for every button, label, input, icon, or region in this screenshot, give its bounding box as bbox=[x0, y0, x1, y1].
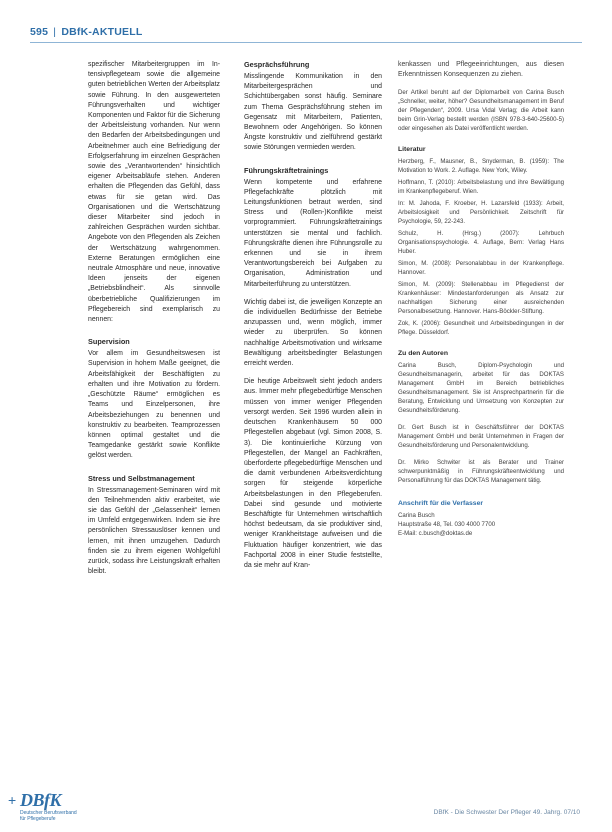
subheading-gespraechsfuehrung: Gesprächsführung bbox=[244, 60, 310, 69]
body-paragraph: Wenn kompetente und erfahrene Pflegefachkräfte plötzlich mit Leitungsfunktionen betraut werden, sind Stress und (Rollen-)Konflikte meist vorprogrammiert. Führungskräftetrainings unterstützen sie mental und fachlich. Führungskräfte dienen ihre Führungsrolle zu erkennen und sie in ihrem Verantwortungsbereich bei Aufgaben zu Organisation, Administration und Mitarbeiterführung zu unterstützen. bbox=[244, 178, 382, 288]
article-note: Der Artikel beruht auf der Diplomarbeit von Carina Busch „Schneller, weiter, höher? Gesundheitsmanagement im Beruf der Pflegenden“, 2009. Ursa Vidal Verlag; die Arbeit kann beim Grin-Verlag bestellt werden (ISBN 978-3-640-25600-5) oder eingesehen als Datei veröffentlicht werden. bbox=[398, 89, 564, 133]
body-paragraph: Vor allem im Gesundheitswesen ist Supervision in hohem Maße geeignet, die Arbeitsfähigkeit der Beschäftigten zu erhalten und ihre Motivation zu fördern. „Geschützte Räume“ ermöglichen es Teams und Einzelpersonen, ihre Arbeitsbeziehungen zu benennen und konstruktiv zu bearbeiten. Teamprozessen können optimal gestaltet und die Teamgedanke gestärkt sowie Konflikte gelöst werden. bbox=[88, 350, 220, 460]
logo-subtitle bbox=[20, 811, 77, 822]
dbfk-logo bbox=[6, 790, 78, 822]
subheading-supervision: Supervision bbox=[88, 337, 130, 347]
author-bio: Dr. Gert Busch ist in Geschäftsführer der DOKTAS Management GmbH und berät Unternehmen in Fragen der Gesundheitsförderung und Personalentwicklung. bbox=[398, 424, 564, 450]
body-paragraph: Wichtig dabei ist, die jeweiligen Konzepte an die individuellen Bedürfnisse der Betriebe anzupassen und, wenn möglich, immer wieder zu überprüfen. So können nachhaltige Arbeitsmotivation und wirksame Bewältigung arbeitsbedingter Belastungen erreicht werden. bbox=[244, 298, 382, 368]
column-2 bbox=[244, 60, 382, 579]
body-paragraph: In Stressmanagement-Seminaren wird mit den Teilnehmenden aktiv erarbeitet, wie sie das Gefühl der „Gelassenheit“ lernen im Umfeld entgegenwirken. Indem sie ihre persönlichen Stressauslöser kennen und lernen, mit ihnen umzugehen. Dadurch finden sie zu ihrem eigenen Wohlgefühl zurück, sodass ihre Leistungskraft erhalten bleibt. bbox=[88, 486, 220, 576]
contact-name: Carina Busch bbox=[398, 512, 435, 520]
body-paragraph: kenkassen und Pflegeeinrichtungen, aus diesen Erkenntnissen Konsequenzen zu ziehen. bbox=[398, 61, 564, 79]
logo-subtitle-line: Deutscher Berufsverband bbox=[20, 810, 77, 816]
page-number: 595 bbox=[30, 26, 49, 38]
body-paragraph: Die heutige Arbeitswelt sieht jedoch anders aus. Immer mehr pflegebedürftige Menschen müssen von immer weniger Pflegenden versorgt werden. Seit 1996 wurden allein in deutschen Krankenhäusern 50 000 Pflegestellen abgebaut (vgl. Simon 2008, S. 3). Die kontinuierliche Kürzung von Pflegestellen, der Mangel an Fachkräften, überforderte pflegebedürftige Menschen und die damit verbundenen Arbeitsverdichtung sorgen für steigende körperliche Arbeitsbelastungen in den Pflegeberufen. Dabei sind gesunde und motivierte Beschäftigte für Unternehmen wirtschaftlich höchst bedeutsam, da sie produktiver sind, weniger Krankheitstage aufweisen und die Fluktuation häufiger konzentriert, wie das Fachportal 2008 in einer Studie feststellte, da sie mehr auf Kran- bbox=[244, 378, 382, 569]
body-paragraph: Misslingende Kommunikation in den Mitarbeitergesprächen und Schichtübergaben sonst häufig. Seminare zum Thema Gesprächsführung stehen im Gegensatz mit Mitarbeitern, Patienten, Bewohnern oder Angehörigen. So können Ängste konstruktiv und zielführend gestärkt sowie Störungen vermieden werden. bbox=[244, 73, 382, 152]
column-1 bbox=[88, 60, 220, 585]
page-header bbox=[30, 26, 142, 38]
header-rule bbox=[30, 42, 582, 43]
logo-mark: DBfK bbox=[20, 790, 62, 810]
contact-address: Hauptstraße 48, Tel. 030 4000 7700 bbox=[398, 521, 496, 529]
author-bio: Dr. Mirko Schwiter ist als Berater und Trainer schwerpunktmäßig in Führungskräfteentwicklung und Personalführung für das DOKTAS Management tätig. bbox=[398, 459, 564, 485]
author-bio: Carina Busch, Diplom-Psychologin und Gesundheitsmanagerin, arbeitet für das DOKTAS Management GmbH im Bereich betriebliches Gesundheitsmanagement. Sie ist Ansprechpartnerin für die Beratung, Entwicklung und Umsetzung von Konzepten zur Gesundheitsförderung. bbox=[398, 362, 564, 415]
header-separator: | bbox=[53, 26, 57, 38]
section-title: DBfK-AKTUELL bbox=[61, 26, 143, 38]
column-3 bbox=[398, 60, 564, 538]
subheading-literatur: Literatur bbox=[398, 146, 426, 154]
body-paragraph: spezifischer Mitarbeitergruppen im In-tensivpflegeteam sowie die allgemeine guten betrieblichen Werten der Arbeitsplatz sowie Führung. In den ausgewerteten Führungsverhalten und wichtiger Komponenten und Faktor für die Sicherung der Arbeitsleistung vorhanden. Nur wenn den Bedarfen der Arbeitsbedingungen und Arbeitnehmer auch eine Befriedigung der Erfolgserfahrung im einzelnen Gesprächen sowie des „Verantwortenden“ hinsichtlich eigener Arbeitsabläufe stehen. Anderen erhalten die Pflegenden das Gefühl, dass etwas für sie getan wird. Das Organisationen und die Wertschätzung dieser Mitarbeiter sind jedoch in zahlreichen Gesprächen wurden sichtbar. Angebote von den Pflegenden als Zeichen der Wertschätzung wahrgenommen. Externe Beratungen ermöglichen eine neutrale Atmosphäre und neue, innovative Ideen jenseits der eigenen „Betriebsblindheit“. Als sinnvolle überbetriebliche Qualifizierungen im Pflegebereich sind exemplarisch zu nennen: bbox=[88, 61, 220, 324]
contact-email: E-Mail: c.busch@doktas.de bbox=[398, 530, 473, 538]
logo-subtitle-line: für Pflegeberufe bbox=[20, 815, 56, 822]
reference-item: Hoffmann, T. (2010): Arbeitsbelastung und ihre Bewältigung im Krankenpflegeberuf. Wien. bbox=[398, 179, 564, 196]
subheading-autoren: Zu den Autoren bbox=[398, 350, 448, 358]
reference-item: Zok, K. (2006): Gesundheit und Arbeitsbedingungen in der Pflege. Düsseldorf. bbox=[398, 320, 564, 337]
subheading-stress: Stress und Selbstmanagement bbox=[88, 473, 195, 483]
reference-item: Schulz, H. (Hrsg.) (2007): Lehrbuch Organisationspsychologie. 4. Auflage, Bern: Verlag Hans Huber. bbox=[398, 230, 564, 256]
subheading-kontakt: Anschrift für die Verfasser bbox=[398, 500, 483, 508]
reference-item: In: M. Jahoda, F. Kroeber, H. Lazarsfeld (1933): Arbeit, Arbeitslosigkeit und Persönlichkeit. Zeitschrift für Psychologie, 59, 22-243. bbox=[398, 200, 564, 226]
plus-icon: + bbox=[8, 792, 17, 808]
page-footer: DBfK - Die Schwester Der Pfleger 49. Jahrg. 07/10 bbox=[433, 809, 580, 816]
reference-item: Simon, M. (2009): Stellenabbau im Pflegedienst der Krankenhäuser: Mindestanforderungen als Ansatz zur nachhaltigen Sicherung einer ausreichenden Personalbesetzung. Hannover. Hans-Böckler-Stiftung. bbox=[398, 281, 564, 316]
subheading-fuehrungskraeftetrainings: Führungskräftetrainings bbox=[244, 165, 329, 175]
reference-item: Simon, M. (2008): Personalabbau in der Krankenpflege. Hannover. bbox=[398, 260, 564, 277]
reference-item: Herzberg, F., Mausner, B., Snyderman, B. (1959): The Motivation to Work. 2. Auflage. New York, Wiley. bbox=[398, 158, 564, 175]
